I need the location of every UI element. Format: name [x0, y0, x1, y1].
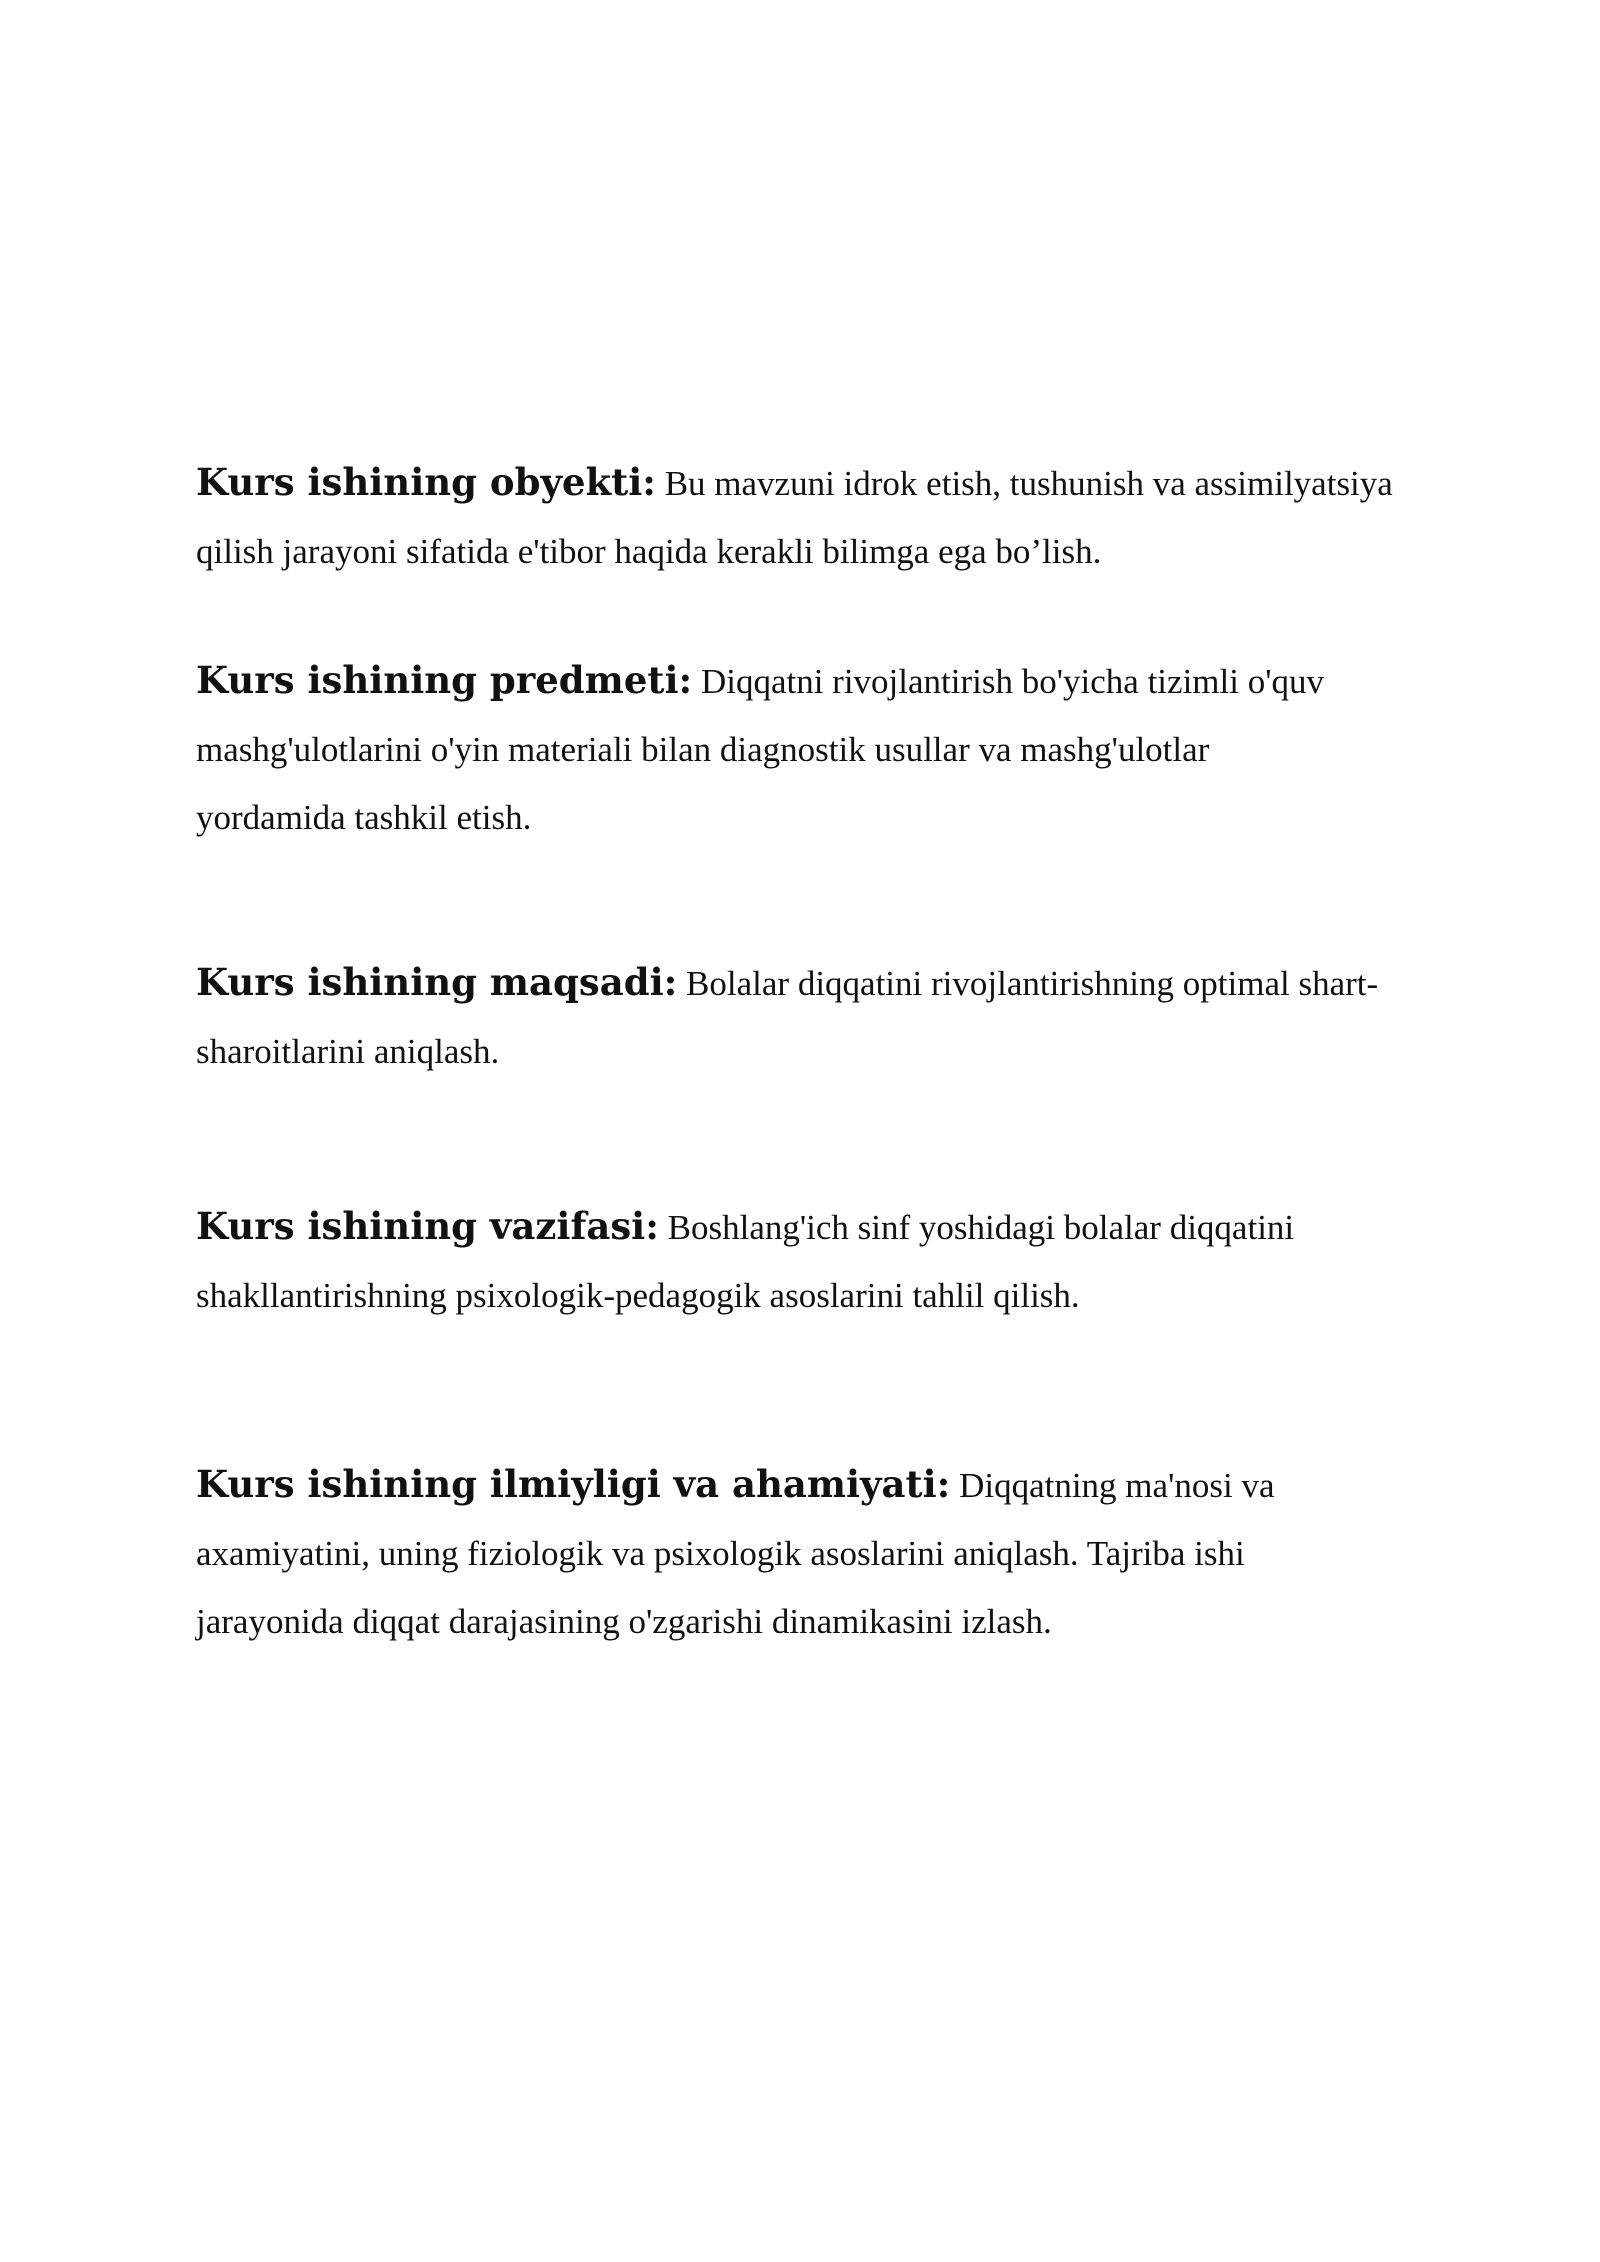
section-line [196, 448, 1436, 518]
section-ilmiyligi [196, 1450, 1436, 1656]
section-text: qilish jarayoni sifatida e'tibor haqida kerakli bilimga ega bo’lish. [196, 532, 1102, 571]
section-text: Bolalar diqqatini rivojlantirishning optimal shart- [677, 964, 1379, 1003]
section-text: Diqqatning ma'nosi va [950, 1466, 1275, 1505]
section-vazifasi [196, 1192, 1436, 1330]
section-label: Kurs ishining predmeti: [196, 658, 693, 702]
section-text: mashg'ulotlarini o'yin materiali bilan diagnostik usullar va mashg'ulotlar [196, 730, 1210, 769]
section-text: jarayonida diqqat darajasining o'zgarishi dinamikasini izlash. [196, 1602, 1052, 1641]
section-maqsadi [196, 948, 1436, 1086]
section-text: Diqqatni rivojlantirish bo'yicha tizimli o'quv [692, 662, 1325, 701]
section-predmeti [196, 646, 1436, 852]
section-label: Kurs ishining vazifasi: [196, 1204, 659, 1248]
section-text: axamiyatini, uning fiziologik va psixologik asoslarini aniqlash. Tajriba ishi [196, 1534, 1245, 1573]
section-line [196, 948, 1436, 1018]
section-label: Kurs ishining maqsadi: [196, 960, 678, 1004]
section-text: Boshlang'ich sinf yoshidagi bolalar diqqatini [658, 1208, 1295, 1247]
section-line [196, 646, 1436, 716]
section-line [196, 1450, 1436, 1520]
section-label: Kurs ishining ilmiyligi va ahamiyati: [196, 1462, 951, 1506]
section-text: Bu mavzuni idrok etish, tushunish va assimilyatsiya [655, 464, 1393, 503]
section-label: Kurs ishining obyekti: [196, 460, 656, 504]
section-text: sharoitlarini aniqlash. [196, 1032, 500, 1071]
section-line [196, 1192, 1436, 1262]
section-text: shakllantirishning psixologik-pedagogik asoslarini tahlil qilish. [196, 1276, 1080, 1315]
section-text: yordamida tashkil etish. [196, 798, 532, 837]
section-obyekti [196, 448, 1436, 586]
